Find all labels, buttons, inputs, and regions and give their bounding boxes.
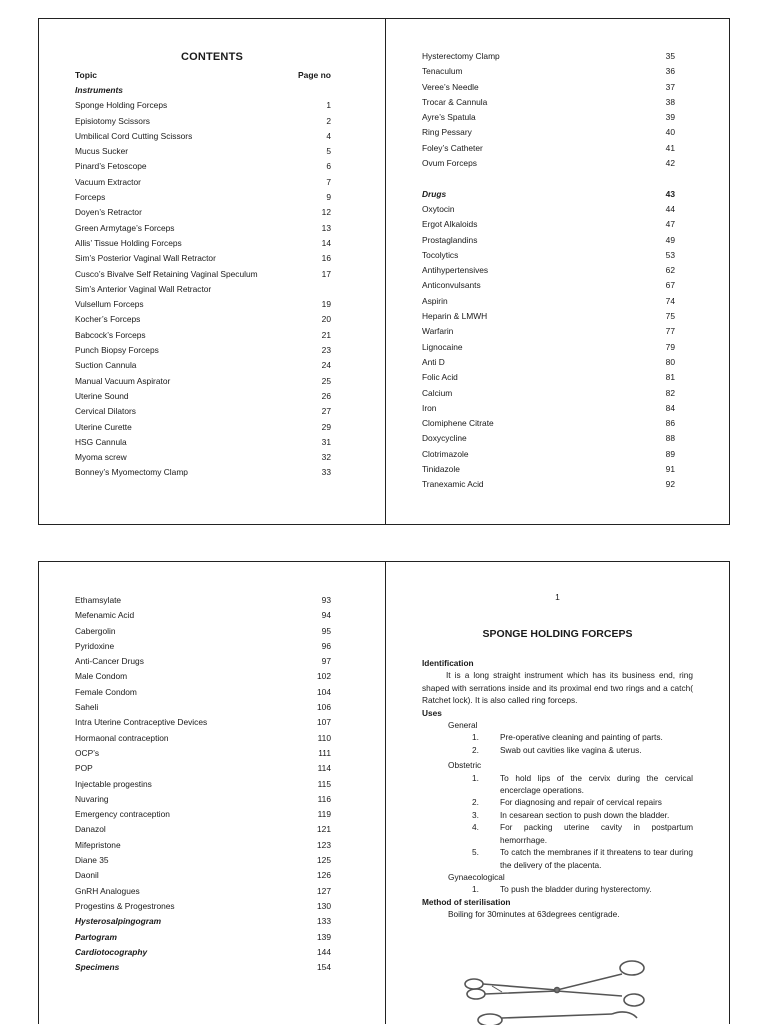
- toc-page-number: 47: [665, 219, 675, 230]
- toc-page-number: 79: [665, 341, 675, 352]
- toc-topic: Danazol: [75, 824, 106, 835]
- toc-entry: [75, 899, 331, 914]
- toc-topic: Specimens: [75, 962, 120, 973]
- list-item: [422, 772, 693, 797]
- toc-page-number: 95: [321, 625, 331, 636]
- toc-page-number: 49: [665, 234, 675, 245]
- toc-page-number: 14: [321, 237, 331, 248]
- article-page: [385, 561, 730, 1024]
- item-number: 4.: [472, 822, 479, 833]
- obstetric-label: Obstetric: [448, 760, 482, 771]
- identification-heading: Identification: [422, 658, 474, 668]
- toc-topic: Hormaonal contraception: [75, 732, 169, 743]
- toc-entry: [75, 639, 331, 654]
- toc-page-number: 38: [665, 96, 675, 107]
- toc-page-number: 86: [665, 418, 675, 429]
- toc-page-number: 74: [665, 295, 675, 306]
- toc-topic: Prostaglandins: [422, 234, 478, 245]
- toc-page-number: 35: [665, 51, 675, 61]
- list-item: [422, 731, 693, 743]
- toc-topic: Bonney’s Myomectomy Clamp: [75, 467, 188, 478]
- list-item: [422, 821, 693, 846]
- toc-topic: Tocolytics: [422, 249, 459, 260]
- toc-list: [422, 49, 675, 493]
- toc-topic: POP: [75, 763, 93, 774]
- toc-entry: [422, 80, 675, 95]
- toc-topic: Warfarin: [422, 326, 454, 337]
- list-item: [422, 744, 693, 756]
- toc-page-number: 41: [665, 142, 675, 153]
- toc-entry: [422, 340, 675, 355]
- contents-title: CONTENTS: [180, 51, 244, 63]
- sterilisation-text: Boiling for 30minutes at 63degrees centigrade.: [448, 909, 620, 920]
- toc-topic: Nuvaring: [75, 793, 109, 804]
- toc-topic: Female Condom: [75, 686, 137, 697]
- toc-topic: Kocher’s Forceps: [75, 314, 141, 325]
- toc-entry: [422, 95, 675, 110]
- toc-page-number: 77: [665, 326, 675, 337]
- toc-topic: Forceps: [75, 192, 106, 203]
- toc-page-number: 20: [321, 314, 331, 325]
- toc-entry: [422, 370, 675, 385]
- toc-topic: Ergot Alkaloids: [422, 219, 478, 230]
- toc-topic: Injectable progestins: [75, 778, 152, 789]
- toc-topic: Calcium: [422, 387, 453, 398]
- toc-page-number: 21: [321, 329, 331, 340]
- toc-page-number: 31: [321, 436, 331, 447]
- toc-page-number: 133: [317, 916, 331, 927]
- toc-page-number: 44: [665, 203, 675, 214]
- contents-page-3: [38, 561, 386, 1024]
- toc-entry: [422, 324, 675, 339]
- sterilisation-heading: Method of sterilisation: [422, 896, 511, 907]
- toc-entry: [422, 431, 675, 446]
- toc-page-number: 110: [317, 732, 331, 743]
- toc-page-number: 42: [665, 158, 675, 169]
- contents-header: [75, 70, 331, 80]
- toc-page-number: 97: [321, 656, 331, 667]
- toc-entry: [422, 278, 675, 293]
- toc-page-number: 91: [665, 464, 675, 475]
- toc-entry: [75, 868, 331, 883]
- article-body: [422, 657, 693, 921]
- toc-page-number: 16: [321, 253, 331, 264]
- toc-page-number: 119: [317, 809, 331, 820]
- toc-entry: [75, 792, 331, 807]
- toc-topic: Aspirin: [422, 295, 448, 306]
- toc-topic: Mifepristone: [75, 839, 121, 850]
- toc-topic: Tranexamic Acid: [422, 479, 484, 490]
- toc-entry: [422, 416, 675, 431]
- toc-entry: [75, 624, 331, 639]
- toc-page-number: 9: [326, 192, 331, 203]
- toc-entry: [75, 884, 331, 899]
- toc-topic: Anticonvulsants: [422, 280, 481, 291]
- toc-entry: [75, 700, 331, 715]
- toc-topic: Saheli: [75, 702, 99, 713]
- toc-entry: [75, 435, 331, 450]
- toc-topic: Tenaculum: [422, 66, 463, 77]
- toc-page-number: 25: [321, 375, 331, 386]
- general-list: [422, 731, 693, 756]
- toc-topic: Vulsellum Forceps: [75, 299, 144, 310]
- toc-topic: Anti-Cancer Drugs: [75, 656, 144, 667]
- toc-page-number: 84: [665, 402, 675, 413]
- toc-entry: [75, 343, 331, 358]
- page-column-header: Page no: [297, 70, 331, 80]
- toc-entry: [75, 593, 331, 608]
- toc-entry: [422, 386, 675, 401]
- toc-list: [75, 83, 331, 481]
- contents-page-2: [385, 18, 730, 525]
- toc-entry: [75, 297, 331, 312]
- toc-page-number: 6: [326, 161, 331, 172]
- toc-page-number: 32: [321, 452, 331, 463]
- toc-entry: [75, 960, 331, 975]
- toc-page-number: 33: [321, 467, 331, 478]
- item-number: 1.: [472, 884, 479, 895]
- toc-entry: [75, 267, 331, 282]
- toc-topic: Lignocaine: [422, 341, 463, 352]
- toc-entry: [75, 312, 331, 327]
- toc-page-number: 96: [321, 640, 331, 651]
- toc-entry: [75, 205, 331, 220]
- toc-entry: [75, 282, 331, 297]
- toc-page-number: 1: [326, 100, 331, 111]
- toc-page-number: 2: [326, 115, 331, 126]
- toc-entry: [75, 98, 331, 113]
- toc-page-number: 39: [665, 112, 675, 123]
- toc-topic: Cervical Dilators: [75, 406, 136, 417]
- toc-topic: Foley’s Catheter: [422, 142, 483, 153]
- toc-page-number: 75: [665, 311, 675, 322]
- item-text: To hold lips of the cervix during the cervical encerclage operations.: [500, 772, 693, 796]
- toc-page-number: 62: [665, 265, 675, 276]
- toc-entry: [422, 125, 675, 140]
- toc-entry: [75, 358, 331, 373]
- item-text: For diagnosing and repair of cervical repairs: [500, 797, 662, 808]
- toc-topic: Uterine Curette: [75, 421, 132, 432]
- toc-entry: [422, 187, 675, 202]
- toc-page-number: 115: [317, 778, 331, 789]
- item-text: Pre-operative cleaning and painting of parts.: [500, 732, 663, 743]
- toc-entry: [75, 807, 331, 822]
- toc-topic: Ovum Forceps: [422, 158, 477, 169]
- gynaecological-label: Gynaecological: [448, 871, 505, 882]
- toc-entry: [422, 401, 675, 416]
- toc-topic: Mucus Sucker: [75, 146, 129, 157]
- toc-entry: [75, 374, 331, 389]
- toc-page-number: 130: [317, 900, 331, 911]
- toc-entry: [75, 236, 331, 251]
- toc-topic: Cusco’s Bivalve Self Retaining Vaginal Speculum: [75, 268, 258, 279]
- toc-topic: Ayre’s Spatula: [422, 112, 476, 123]
- toc-page-number: 88: [665, 433, 675, 444]
- toc-topic: Mefenamic Acid: [75, 610, 135, 621]
- toc-entry: [75, 144, 331, 159]
- toc-entry: [75, 251, 331, 266]
- toc-topic: Intra Uterine Contraceptive Devices: [75, 717, 208, 728]
- toc-page-number: 127: [317, 885, 331, 896]
- toc-entry: [75, 221, 331, 236]
- toc-topic: Trocar & Cannula: [422, 96, 488, 107]
- toc-topic: OCP’s: [75, 747, 100, 758]
- toc-page-number: 107: [317, 717, 331, 728]
- page-number: 1: [555, 592, 560, 602]
- item-text: For packing uterine cavity in postpartum hemorrhage.: [500, 822, 693, 845]
- list-item: [422, 846, 693, 871]
- toc-entry: [75, 930, 331, 945]
- toc-topic: Pinard’s Fetoscope: [75, 161, 147, 172]
- toc-page-number: 81: [665, 372, 675, 383]
- toc-entry: [422, 248, 675, 263]
- toc-topic: Drugs: [422, 188, 447, 199]
- toc-topic: Punch Biopsy Forceps: [75, 345, 159, 356]
- toc-topic: Ethamsylate: [75, 595, 122, 605]
- toc-page-number: 53: [665, 249, 675, 260]
- toc-topic: Male Condom: [75, 671, 128, 682]
- toc-topic: Iron: [422, 402, 437, 413]
- toc-topic: Babcock’s Forceps: [75, 329, 146, 340]
- toc-page-number: 125: [317, 855, 331, 866]
- toc-entry: [75, 945, 331, 960]
- toc-topic: Vacuum Extractor: [75, 176, 141, 187]
- toc-entry: [422, 202, 675, 217]
- toc-entry: [422, 447, 675, 462]
- toc-entry: [75, 761, 331, 776]
- toc-entry: [75, 608, 331, 623]
- toc-entry: [75, 746, 331, 761]
- toc-entry: [422, 294, 675, 309]
- toc-entry: [75, 328, 331, 343]
- item-text: In cesarean section to push down the bladder.: [500, 809, 670, 820]
- toc-entry: [75, 731, 331, 746]
- toc-entry: [75, 715, 331, 730]
- toc-entry: [422, 355, 675, 370]
- toc-entry: [75, 389, 331, 404]
- toc-topic: Progestins & Progestrones: [75, 900, 175, 911]
- toc-entry: [422, 64, 675, 79]
- general-label: General: [448, 720, 478, 731]
- item-number: 3.: [472, 809, 479, 820]
- toc-topic: Umbilical Cord Cutting Scissors: [75, 130, 193, 141]
- toc-entry: [75, 669, 331, 684]
- item-number: 5.: [472, 847, 479, 858]
- toc-topic: Folic Acid: [422, 372, 458, 383]
- item-number: 2.: [472, 744, 479, 755]
- toc-topic: Manual Vacuum Aspirator: [75, 375, 171, 386]
- toc-topic: Anti D: [422, 356, 445, 367]
- toc-page-number: 123: [317, 839, 331, 850]
- toc-entry: [75, 822, 331, 837]
- toc-topic: Heparin & LMWH: [422, 311, 488, 322]
- toc-page-number: 24: [321, 360, 331, 371]
- toc-topic: Sim’s Anterior Vaginal Wall Retractor: [75, 283, 212, 294]
- item-text: To catch the membranes if it threatens to tear during the delivery of the placenta.: [500, 847, 693, 870]
- gynaecological-list: [422, 883, 693, 895]
- toc-topic: Daonil: [75, 870, 99, 881]
- toc-entry: [75, 175, 331, 190]
- toc-page-number: 12: [321, 207, 331, 218]
- toc-entry: [422, 477, 675, 492]
- toc-entry: [422, 263, 675, 278]
- toc-topic: Allis’ Tissue Holding Forceps: [75, 237, 182, 248]
- toc-topic: Pyridoxine: [75, 640, 115, 651]
- toc-entry: [75, 777, 331, 792]
- toc-entry: [75, 114, 331, 129]
- contents-page-1: [38, 18, 386, 525]
- toc-topic: Cabergolin: [75, 625, 116, 636]
- toc-entry: [75, 420, 331, 435]
- list-item: [422, 796, 693, 808]
- toc-topic: Clomiphene Citrate: [422, 418, 494, 429]
- toc-entry: [422, 156, 675, 171]
- toc-topic: Clotrimazole: [422, 448, 469, 459]
- toc-page-number: 17: [321, 268, 331, 279]
- topic-column-header: Topic: [75, 70, 98, 80]
- identification-text: It is a long straight instrument which has its business end, ring shaped with serrations inside and its proximal end two rings and a catch( Ratchet lock). It is also called ring forceps.: [422, 670, 693, 706]
- toc-page-number: 144: [317, 946, 331, 957]
- toc-topic: Veree’s Needle: [422, 81, 479, 92]
- toc-topic: Diane 35: [75, 855, 109, 866]
- toc-entry: [75, 853, 331, 868]
- toc-entry: [75, 838, 331, 853]
- uses-heading: Uses: [422, 707, 442, 718]
- toc-entry: [422, 233, 675, 248]
- toc-topic: Ring Pessary: [422, 127, 472, 138]
- toc-page-number: 80: [665, 356, 675, 367]
- toc-page-number: 4: [326, 130, 331, 141]
- toc-page-number: 89: [665, 448, 675, 459]
- toc-topic: Hysterectomy Clamp: [422, 51, 500, 61]
- toc-topic: HSG Cannula: [75, 436, 127, 447]
- toc-topic: Hysterosalpingogram: [75, 916, 162, 927]
- toc-entry: [75, 914, 331, 929]
- toc-entry: [75, 450, 331, 465]
- toc-entry: [422, 171, 675, 186]
- toc-topic: Suction Cannula: [75, 360, 137, 371]
- sponge-holding-forceps-image: [462, 954, 652, 1025]
- toc-topic: Instruments: [75, 85, 123, 95]
- toc-entry: [422, 110, 675, 125]
- toc-entry: [422, 49, 675, 64]
- toc-topic: Oxytocin: [422, 203, 455, 214]
- item-number: 1.: [472, 732, 479, 743]
- toc-page-number: 114: [317, 763, 331, 774]
- toc-page-number: 102: [317, 671, 331, 682]
- toc-topic: Uterine Sound: [75, 390, 129, 401]
- toc-topic: Green Armytage’s Forceps: [75, 222, 175, 233]
- toc-topic: Partogram: [75, 931, 117, 942]
- toc-page-number: 106: [317, 702, 331, 713]
- toc-page-number: 139: [317, 931, 331, 942]
- toc-topic: Doyen’s Retractor: [75, 207, 142, 218]
- toc-page-number: 26: [321, 390, 331, 401]
- obstetric-list: [422, 772, 693, 871]
- toc-entry: [75, 129, 331, 144]
- toc-page-number: 29: [321, 421, 331, 432]
- toc-page-number: 40: [665, 127, 675, 138]
- toc-page-number: 43: [665, 188, 675, 199]
- item-text: To push the bladder during hysterectomy.: [500, 884, 652, 895]
- toc-page-number: 13: [321, 222, 331, 233]
- toc-topic: GnRH Analogues: [75, 885, 140, 896]
- toc-page-number: 67: [665, 280, 675, 291]
- item-text: Swab out cavities like vagina & uterus.: [500, 744, 642, 755]
- toc-page-number: 116: [317, 793, 331, 804]
- toc-entry: [422, 462, 675, 477]
- toc-entry: [422, 217, 675, 232]
- toc-entry: [422, 309, 675, 324]
- toc-list: [75, 593, 331, 975]
- toc-page-number: 94: [321, 610, 331, 621]
- toc-entry: [75, 190, 331, 205]
- toc-topic: Cardiotocography: [75, 946, 148, 957]
- toc-entry: [75, 654, 331, 669]
- toc-page-number: 126: [317, 870, 331, 881]
- toc-page-number: 5: [326, 146, 331, 157]
- toc-page-number: 27: [321, 406, 331, 417]
- toc-topic: Sponge Holding Forceps: [75, 100, 168, 111]
- toc-topic: Emergency contraception: [75, 809, 170, 820]
- toc-page-number: 19: [321, 299, 331, 310]
- toc-page-number: 92: [665, 479, 675, 490]
- toc-page-number: 82: [665, 387, 675, 398]
- toc-entry: [422, 141, 675, 156]
- toc-topic: Episiotomy Scissors: [75, 115, 150, 126]
- article-title: SPONGE HOLDING FORCEPS: [482, 628, 633, 640]
- toc-entry: [75, 465, 331, 480]
- toc-topic: Doxycycline: [422, 433, 467, 444]
- toc-entry: [75, 404, 331, 419]
- toc-entry: [75, 83, 331, 98]
- toc-topic: Antihypertensives: [422, 265, 489, 276]
- toc-entry: [75, 685, 331, 700]
- toc-page-number: 23: [321, 345, 331, 356]
- toc-topic: Tinidazole: [422, 464, 460, 475]
- toc-page-number: 111: [318, 747, 331, 758]
- item-number: 2.: [472, 797, 479, 808]
- item-number: 1.: [472, 772, 479, 783]
- list-item: [422, 809, 693, 821]
- list-item: [422, 883, 693, 895]
- toc-page-number: 7: [326, 176, 331, 187]
- toc-page-number: 121: [317, 824, 331, 835]
- toc-topic: Sim’s Posterior Vaginal Wall Retractor: [75, 253, 216, 264]
- toc-page-number: 93: [321, 595, 331, 605]
- toc-page-number: 154: [317, 962, 331, 973]
- toc-page-number: 36: [665, 66, 675, 77]
- toc-entry: [75, 159, 331, 174]
- toc-topic: Myoma screw: [75, 452, 127, 463]
- toc-page-number: 37: [665, 81, 675, 92]
- toc-page-number: 104: [317, 686, 331, 697]
